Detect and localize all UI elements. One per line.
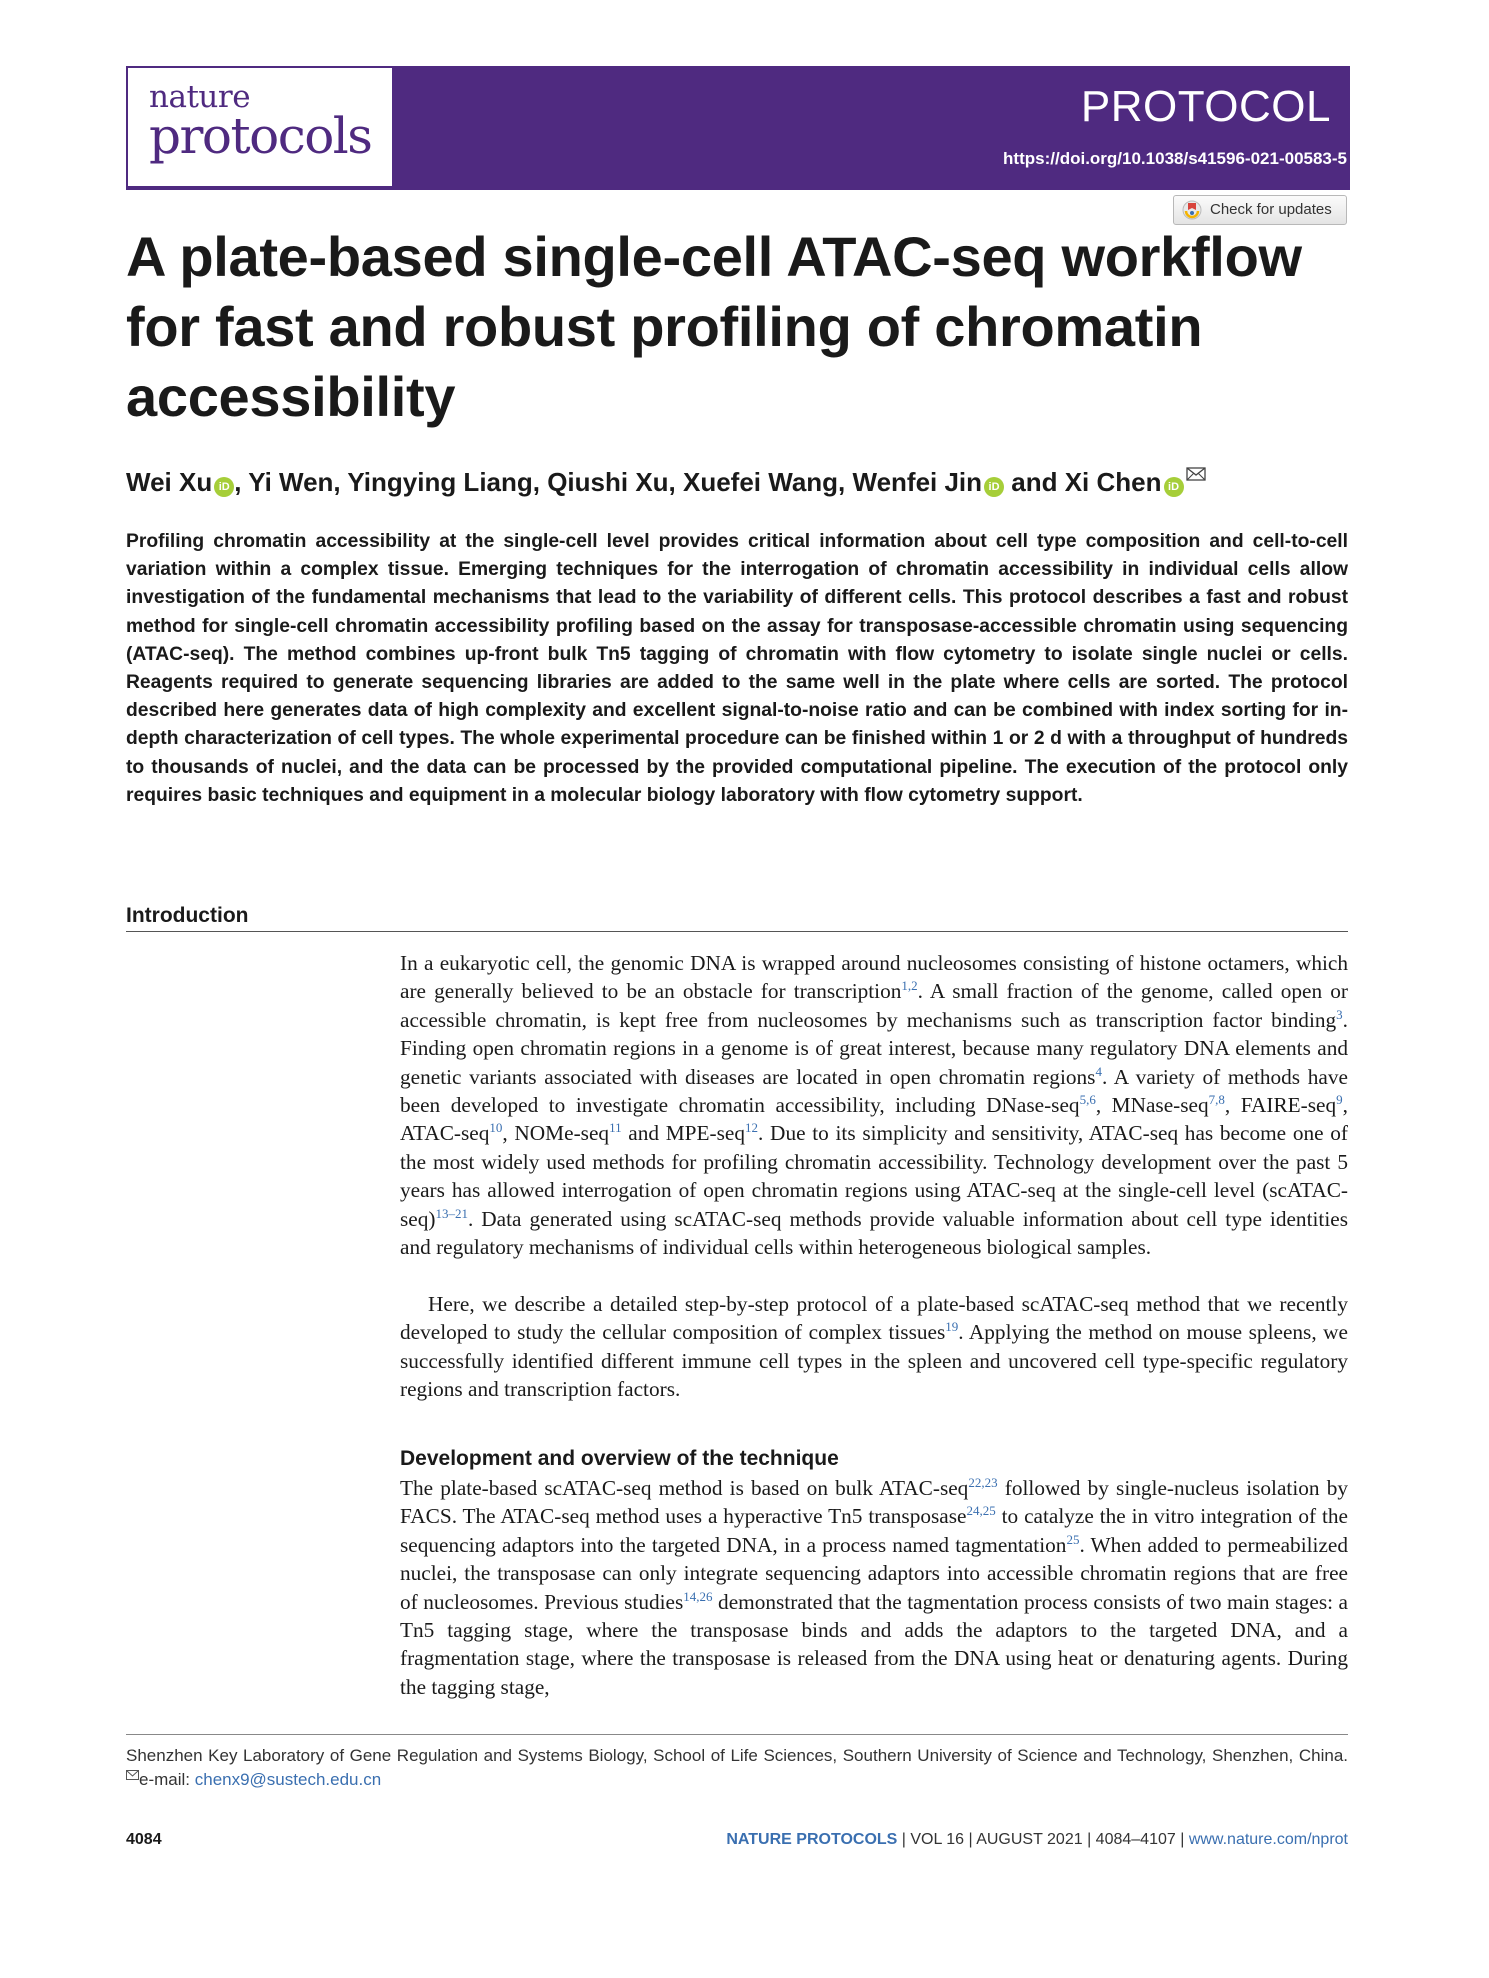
citation-link[interactable]: 24,25 [966, 1503, 996, 1519]
orcid-icon[interactable]: iD [214, 477, 234, 497]
logo-text-protocols: protocols [149, 107, 372, 165]
check-for-updates-label: Check for updates [1210, 201, 1332, 218]
citation-link[interactable]: 5,6 [1079, 1091, 1096, 1107]
envelope-icon [126, 1770, 139, 1780]
orcid-icon[interactable]: iD [1164, 477, 1184, 497]
logo-text-nature: nature [149, 79, 251, 115]
citation-link[interactable]: 25 [1066, 1531, 1080, 1547]
intro-paragraph-2: Here, we describe a detailed step-by-step protocol of a plate-based scATAC-seq method that we recently developed to study the cellular composition of complex tissues$^{19}$. Applying the method on mouse spleens, we successfully identified different immune cell types in the spleen and uncovered cell type-specific regulatory regions and transcription factors. [400, 1292, 1348, 1402]
affiliation-note: Shenzhen Key Laboratory of Gene Regulation and Systems Biology, School of Life Sciences, Southern University of Science and Technology, Shenzhen, China. e-mail: chenx9@sustech.edu.cn [126, 1746, 1348, 1789]
citation-link[interactable]: 19 [945, 1319, 959, 1335]
envelope-icon[interactable] [1186, 467, 1206, 481]
journal-citation [726, 1830, 1348, 1850]
page-number: 4084 [126, 1831, 162, 1848]
author-conjunction: and [1004, 467, 1065, 497]
journal-name[interactable]: NATURE PROTOCOLS [726, 1831, 898, 1848]
citation-link[interactable]: 9 [1336, 1091, 1343, 1107]
author-name[interactable]: Wei Xu [126, 467, 213, 497]
citation-link[interactable]: 13–21 [435, 1205, 468, 1221]
volume-info: | VOL 16 | AUGUST 2021 | 4084–4107 | [897, 1831, 1189, 1848]
author-list [126, 465, 1326, 499]
abstract: Profiling chromatin accessibility at the single-cell level provides critical information about cell type composition and cell-to-cell variation within a complex tissue. Emerging techniques for the interrogation of chromatin accessibility in individual cells allow investigation of the fundamental mechanisms that lead to the variability of different cells. This protocol describes a fast and robust method for single-cell chromatin accessibility profiling based on the assay for transposase-accessible chromatin using sequencing (ATAC-seq). The method combines up-front bulk Tn5 tagging of chromatin with flow cytometry to isolate single nuclei or cells. Reagents required to generate sequencing libraries are added to the same well in the plate where cells are sorted. The protocol described here generates data of high complexity and excellent signal-to-noise ratio and can be combined with index sorting for in-depth characterization of cell types. The whole experimental procedure can be finished within 1 or 2 d with a throughput of hundreds to thousands of nuclei, and the data can be processed by the provided computational pipeline. The execution of the protocol only requires basic techniques and equipment in a molecular biology laboratory with flow cytometry support. [126, 531, 1348, 806]
journal-url-link[interactable]: www.nature.com/nprot [1188, 1831, 1348, 1848]
orcid-icon[interactable]: iD [984, 477, 1004, 497]
citation-link[interactable]: 12 [745, 1120, 759, 1136]
citation-link[interactable]: 14,26 [683, 1588, 713, 1604]
citation-link[interactable]: 7,8 [1208, 1091, 1225, 1107]
citation-link[interactable]: 4 [1095, 1063, 1102, 1079]
development-paragraph: The plate-based scATAC-seq method is based on bulk ATAC-seq$^{22,23}$ followed by single-nucleus isolation by FACS. The ATAC-seq method uses a hyperactive Tn5 transposase$^{24,25}$ to catalyze the in vitro integration of the sequencing adaptors into the targeted DNA, in a process named tagmentation$^{25}$. When added to permeabilized nuclei, the transposase can only integrate sequencing adaptors into accessible chromatin regions that are free of nucleosomes. Previous studies$^{14,26}$ demonstrated that the tagmentation process consists of two main stages: a Tn5 tagging stage, where the transposase binds and adds the adaptors to the targeted DNA, and a fragmentation stage, where the transposase is released from the DNA using heat or denaturing agents. During the tagging stage, [400, 1474, 1349, 1699]
author-separator: , [234, 467, 249, 497]
subsection-heading: Development and overview of the technique [400, 1447, 839, 1470]
crossmark-icon [1182, 200, 1202, 220]
section-label: PROTOCOL [1080, 82, 1331, 131]
footer-divider [126, 1734, 1348, 1735]
check-for-updates-button[interactable] [1173, 195, 1347, 225]
citation-link[interactable]: 1,2 [901, 978, 918, 994]
doi-link[interactable]: https://doi.org/10.1038/s41596-021-00583-5 [1003, 149, 1347, 168]
article-title: A plate-based single-cell ATAC-seq workflow for fast and robust profiling of chromatin accessibility [126, 225, 1302, 428]
citation-link[interactable]: 22,23 [968, 1474, 998, 1490]
intro-paragraph-1: In a eukaryotic cell, the genomic DNA is wrapped around nucleosomes consisting of histone octamers, which are generally believed to be an obstacle for transcription$^{1,2}$. A small fraction of the genome, called open or accessible chromatin, is kept free from nucleosomes by mechanisms such as transcription factor binding$^3$. Finding open chromatin regions in a genome is of great interest, because many regulatory DNA elements and genetic variants associated with diseases are located in open chromatin regions$^4$. A variety of methods have been developed to investigate chromatin accessibility, including DNase-seq$^{5,6}$, MNase-seq$^{7,8}$, FAIRE-seq$^9$, ATAC-seq$^{10}$, NOMe-seq$^{11}$ and MPE-seq$^{12}$. Due to its simplicity and sensitivity, ATAC-seq has become one of the most widely used methods for profiling chromatin accessibility. Technology development over the past 5 years has allowed interrogation of open chromatin regions using ATAC-seq at the single-cell level (scATAC-seq)$^{13-21}$. Data generated using scATAC-seq methods provide valuable information about cell type identities and regulatory mechanisms of individual cells within heterogeneous biological samples. [400, 951, 1349, 1260]
section-heading-introduction: Introduction [126, 904, 249, 927]
author-name[interactable]: Xi Chen [1064, 467, 1162, 497]
section-divider [126, 931, 1348, 932]
citation-link[interactable]: 10 [489, 1120, 503, 1136]
citation-link[interactable]: 3 [1336, 1006, 1343, 1022]
email-link[interactable]: chenx9@sustech.edu.cn [194, 1770, 382, 1789]
author-names[interactable]: Yi Wen, Yingying Liang, Qiushi Xu, Xuefei Wang, Wenfei Jin [248, 467, 983, 497]
citation-link[interactable]: 11 [609, 1120, 622, 1136]
